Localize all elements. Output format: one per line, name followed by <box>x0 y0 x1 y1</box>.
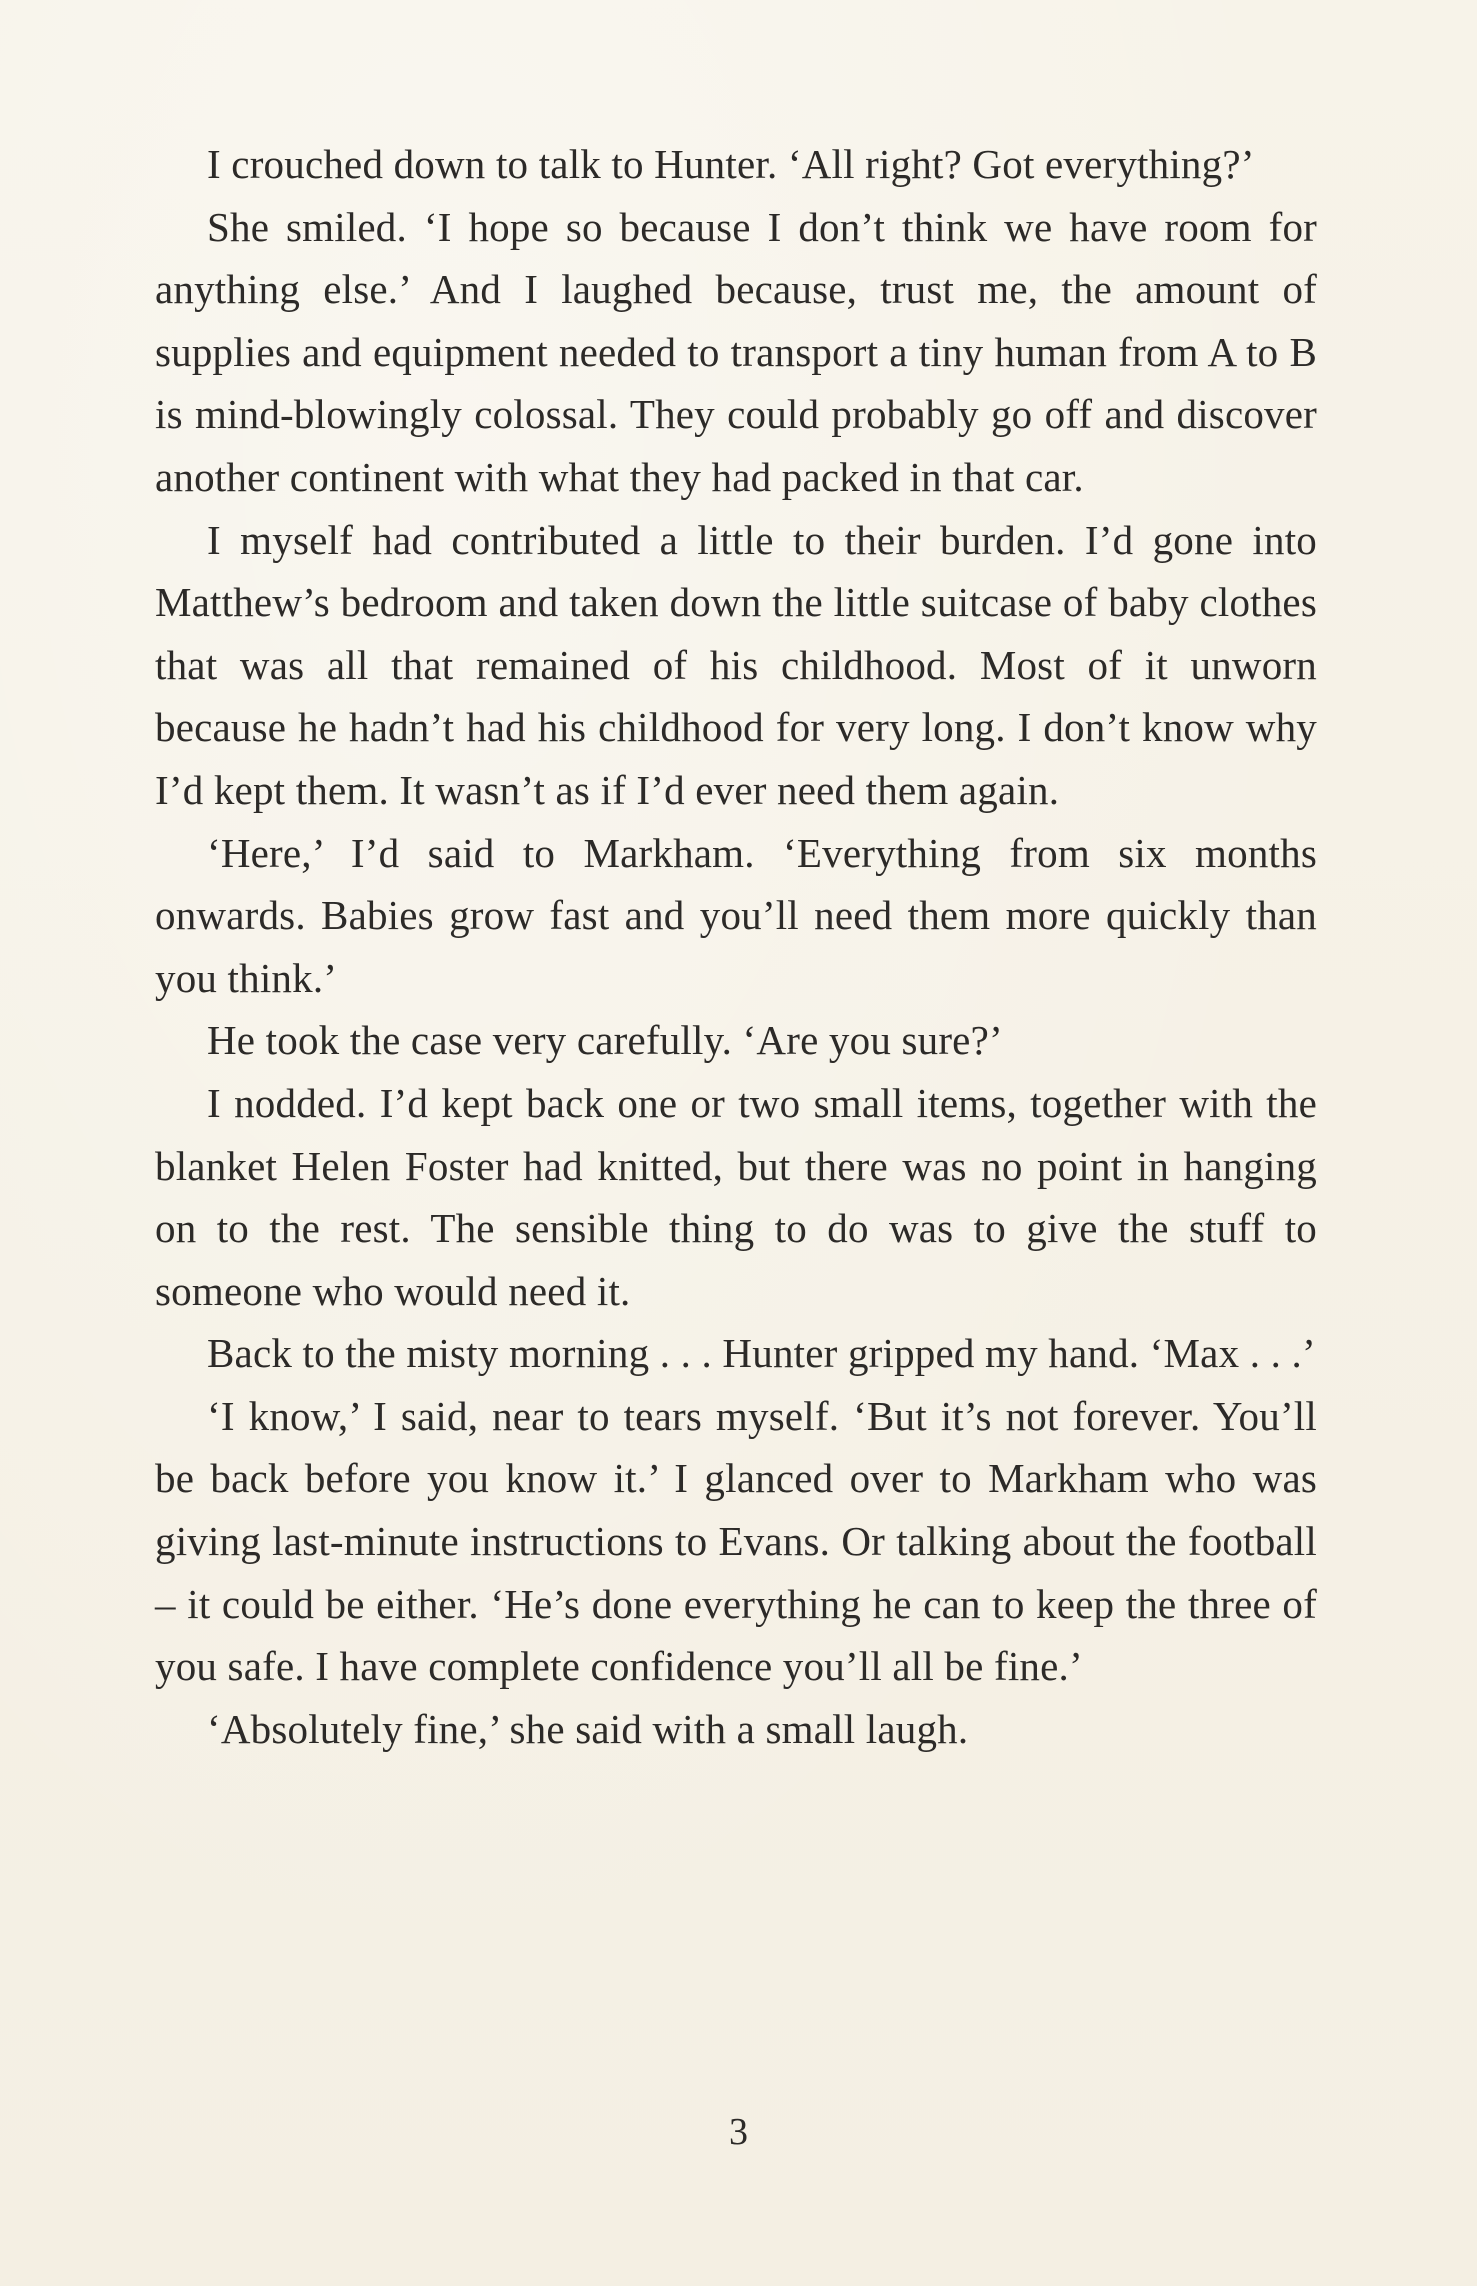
paragraph-6: I nodded. I’d kept back one or two small items, together with the blanket Helen Foster had knitted, but there was no point in hanging on to the rest. The sensible thing to do was to give the stuff to someone who would need it. <box>155 1079 1317 1314</box>
paragraph-4: ‘Here,’ I’d said to Markham. ‘Everything from six months onwards. Babies grow fast and you’ll need them more quickly than you think.’ <box>155 829 1317 1001</box>
paragraph-8: ‘I know,’ I said, near to tears myself. ‘But it’s not forever. You’ll be back before you know it.’ I glanced over to Markham who was giving last-minute instructions to Evans. Or talking about the football – it could be either. ‘He’s done everything he can to keep the three of you safe. I have complete confidence you’ll all be fine.’ <box>155 1392 1317 1690</box>
body-text <box>155 133 1317 1760</box>
paragraph-1: I crouched down to talk to Hunter. ‘All right? Got everything?’ <box>207 141 1255 187</box>
paragraph-3: I myself had contributed a little to their burden. I’d gone into Matthew’s bedroom and taken down the little suitcase of baby clothes that was all that remained of his childhood. Most of it unworn because he hadn’t had his childhood for very long. I don’t know why I’d kept them. It wasn’t as if I’d ever need them again. <box>155 516 1317 813</box>
paragraph-2: She smiled. ‘I hope so because I don’t think we have room for anything else.’ And I laughed because, trust me, the amount of supplies and equipment needed to transport a tiny human from A to B is mind-blowingly colossal. They could probably go off and discover another continent with what they had packed in that car. <box>155 203 1317 500</box>
paragraph-9: ‘Absolutely fine,’ she said with a small laugh. <box>207 1705 969 1752</box>
paragraph-5: He took the case very carefully. ‘Are you sure?’ <box>207 1017 1003 1064</box>
page-number: 3 <box>729 2111 748 2153</box>
paragraph-7: Back to the misty morning . . . Hunter gripped my hand. ‘Max . . .’ <box>207 1330 1316 1377</box>
